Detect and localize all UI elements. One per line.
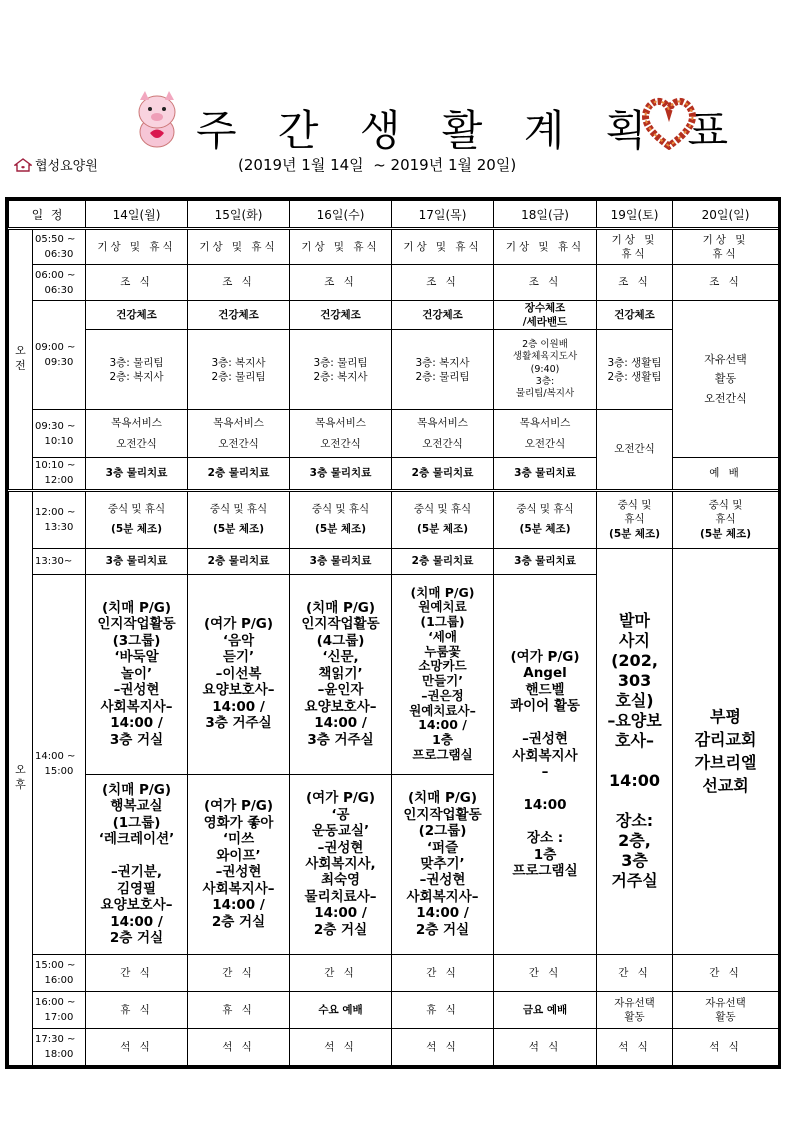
cell-pt: 3층 물리치료 (86, 458, 188, 490)
cell-wake: 기상 및 휴식 (597, 229, 673, 265)
lunch-label: 중식 및 휴식 (413, 502, 472, 515)
cell-exercise: 건강체조 (597, 301, 673, 330)
cell-program: (여가 P/G) ‘공 운동교실’ –권성현 사회복지사, 최숙영 물리치료사– 14:00 / 2층 거실 (290, 774, 392, 954)
lunch-sub: (5분 체조) (700, 527, 752, 540)
cell-rest: 금요 예배 (494, 991, 597, 1028)
cell-dinner: 석 식 (392, 1028, 494, 1065)
row-rest (9, 991, 779, 1028)
cell-rest: 휴 식 (392, 991, 494, 1028)
schedule-period: (2019년 1월 14일 ~ 2019년 1월 20일) (238, 156, 517, 174)
cell-breakfast: 조 식 (290, 265, 392, 301)
cell-dinner: 석 식 (290, 1028, 392, 1065)
cell-program: (여가 P/G) ‘음악 듣기’ –이선복 요양보호사– 14:00 / 3층 거주실 (188, 574, 290, 774)
cell-snack: 간 식 (290, 954, 392, 991)
cell-program: (치매 P/G) 인지작업활동 (2그룹) ‘퍼즐 맞추기’ –권성현 사회복지사– 14:00 / 2층 거실 (392, 774, 494, 954)
cell-wake: 기상 및 휴식 (290, 229, 392, 265)
cell-snack: 간 식 (494, 954, 597, 991)
cell-breakfast: 조 식 (86, 265, 188, 301)
cell-pt: 2층 물리치료 (188, 458, 290, 490)
time-cell: 06:00 ~ 06:30 (33, 265, 86, 301)
cell-wake: 기상 및 휴식 (392, 229, 494, 265)
cell-snack: 간 식 (86, 954, 188, 991)
lunch-label: 중식 및 휴식 (617, 499, 652, 526)
lunch-label: 중식 및 휴식 (311, 502, 370, 515)
cell-pt: 2층 물리치료 (392, 458, 494, 490)
row-dinner (9, 1028, 779, 1065)
lunch-label: 중식 및 휴식 (209, 502, 268, 515)
pm-label: 오 후 (9, 490, 33, 1066)
row-lunch (9, 490, 779, 548)
header-day: 20일(일) (673, 201, 779, 229)
header-day: 14일(월) (86, 201, 188, 229)
cell-sat-program: 발마 사지 (202, 303 호실) –요양보 호사– 14:00 장소: 2층, 3층 거주실 (597, 548, 673, 954)
row-snack-pm (9, 954, 779, 991)
header-day: 19일(토) (597, 201, 673, 229)
cell-sun-am: 자유선택 활동 오전간식 (673, 301, 779, 458)
row-breakfast (9, 265, 779, 301)
cell-therapy: 3층: 물리팀 2층: 복지사 (86, 330, 188, 410)
cell-sat-snack: 오전간식 (597, 410, 673, 490)
cell-pt: 3층 물리치료 (494, 548, 597, 574)
cell-breakfast: 조 식 (392, 265, 494, 301)
time-cell: 15:00 ~ 16:00 (33, 954, 86, 991)
cell-therapy: 3층: 복지사 2층: 물리팀 (188, 330, 290, 410)
time-cell: 09:30 ~ 10:10 (33, 410, 86, 458)
cell-pt: 2층 물리치료 (188, 548, 290, 574)
row-bath (9, 410, 779, 458)
row-wake (9, 229, 779, 265)
header-day: 16일(수) (290, 201, 392, 229)
cell-lunch (597, 490, 673, 548)
time-cell: 12:00 ~ 13:30 (33, 490, 86, 548)
row-exercise (9, 301, 779, 330)
lunch-sub: (5분 체조) (111, 522, 163, 535)
header-day: 17일(목) (392, 201, 494, 229)
org-name (14, 155, 98, 174)
snack-label: 오전간식 (422, 437, 463, 450)
time-cell: 14:00 ~ 15:00 (33, 574, 86, 954)
lunch-sub: (5분 체조) (315, 522, 367, 535)
cell-exercise: 건강체조 (392, 301, 494, 330)
cell-therapy: 3층: 물리팀 2층: 복지사 (290, 330, 392, 410)
time-cell: 05:50 ~ 06:30 (33, 229, 86, 265)
header-day: 15일(화) (188, 201, 290, 229)
cell-program: (치매 P/G) 인지작업활동 (4그룹) ‘신문, 책읽기’ –윤인자 요양보호사– 14:00 / 3층 거주실 (290, 574, 392, 774)
time-cell: 17:30 ~ 18:00 (33, 1028, 86, 1065)
cell-snack: 간 식 (188, 954, 290, 991)
cell-breakfast: 조 식 (673, 265, 779, 301)
cell-pt: 3층 물리치료 (290, 548, 392, 574)
cell-rest: 자유선택 활동 (597, 991, 673, 1028)
time-cell: 13:30~ (33, 548, 86, 574)
cell-program: (치매 P/G) 인지작업활동 (3그룹) ‘바둑알 놀이’ –권성현 사회복지사– 14:00 / 3층 거실 (86, 574, 188, 774)
time-cell: 10:10 ~ 12:00 (33, 458, 86, 490)
lunch-label: 중식 및 휴식 (107, 502, 166, 515)
lunch-sub: (5분 체조) (213, 522, 265, 535)
cell-pt: 3층 물리치료 (290, 458, 392, 490)
pig-mascot-icon (128, 88, 186, 150)
cell-dinner: 석 식 (597, 1028, 673, 1065)
cell-bath (392, 410, 494, 458)
home-icon (14, 158, 32, 172)
bath-label: 목욕서비스 (519, 416, 571, 429)
cell-snack: 간 식 (673, 954, 779, 991)
cell-wake: 기상 및 휴식 (494, 229, 597, 265)
cell-lunch (188, 490, 290, 548)
cell-exercise: 건강체조 (86, 301, 188, 330)
snack-label: 오전간식 (116, 437, 157, 450)
cell-snack: 간 식 (597, 954, 673, 991)
cell-program: (치매 P/G) 행복교실 (1그룹) ‘레크레이션’ –권기분, 김영필 요양보호사– 14:00 / 2층 거실 (86, 774, 188, 954)
lunch-sub: (5분 체조) (609, 527, 661, 540)
cell-therapy: 3층: 생활팀 2층: 생활팀 (597, 330, 673, 410)
lunch-sub: (5분 체조) (417, 522, 469, 535)
cell-lunch (86, 490, 188, 548)
cell-program: (여가 P/G) 영화가 좋아 ‘미쓰 와이프’ –권성현 사회복지사– 14:00 / 2층 거실 (188, 774, 290, 954)
cell-program: (치매 P/G) 원예치료 (1그룹) ‘세애 누룸꽃 소망카드 만들기’ –권은정 원예치료사– 14:00 / 1층 프로그램실 (392, 574, 494, 774)
cell-exercise: 장수체조 /세라밴드 (494, 301, 597, 330)
cell-lunch (290, 490, 392, 548)
cell-rest: 휴 식 (86, 991, 188, 1028)
header-row (9, 201, 779, 229)
cell-fri-program: (여가 P/G) Angel 핸드벨 콰이어 활동 –권성현 사회복지사 – 14:00 장소 : 1층 프로그램실 (494, 574, 597, 954)
cell-dinner: 석 식 (673, 1028, 779, 1065)
cell-bath (494, 410, 597, 458)
cell-dinner: 석 식 (86, 1028, 188, 1065)
cell-worship: 예 배 (673, 458, 779, 490)
lunch-label: 중식 및 휴식 (708, 499, 743, 526)
cell-wake: 기상 및 휴식 (86, 229, 188, 265)
cell-lunch (392, 490, 494, 548)
cell-wake: 기상 및 휴식 (188, 229, 290, 265)
lunch-sub: (5분 체조) (519, 522, 571, 535)
cell-therapy: 3층: 복지사 2층: 물리팀 (392, 330, 494, 410)
cell-bath (290, 410, 392, 458)
cell-pt: 3층 물리치료 (86, 548, 188, 574)
am-label: 오 전 (9, 229, 33, 490)
cell-pt: 3층 물리치료 (494, 458, 597, 490)
snack-label: 오전간식 (218, 437, 259, 450)
cell-rest: 휴 식 (188, 991, 290, 1028)
org-label: 협성요양원 (35, 159, 98, 174)
cell-breakfast: 조 식 (597, 265, 673, 301)
cell-sun-program: 부평 감리교회 가브리엘 선교회 (673, 548, 779, 954)
cell-breakfast: 조 식 (494, 265, 597, 301)
row-therapy-am (9, 330, 779, 410)
cell-rest: 수요 예배 (290, 991, 392, 1028)
heart-wreath-icon (640, 94, 698, 150)
cell-bath (188, 410, 290, 458)
header-schedule: 일 정 (9, 201, 86, 229)
cell-bath (86, 410, 188, 458)
bath-label: 목욕서비스 (315, 416, 366, 429)
cell-exercise: 건강체조 (290, 301, 392, 330)
header-day: 18일(금) (494, 201, 597, 229)
cell-snack: 간 식 (392, 954, 494, 991)
cell-pt: 2층 물리치료 (392, 548, 494, 574)
cell-therapy: 2층 이원배 생활체육지도사 (9:40) 3층: 물리팀/복지사 (494, 330, 597, 410)
cell-lunch (494, 490, 597, 548)
snack-label: 오전간식 (320, 437, 361, 450)
lunch-label: 중식 및 휴식 (516, 502, 574, 515)
cell-lunch (673, 490, 779, 548)
time-cell: 09:00 ~ 09:30 (33, 301, 86, 410)
cell-breakfast: 조 식 (188, 265, 290, 301)
cell-rest: 자유선택 활동 (673, 991, 779, 1028)
cell-exercise: 건강체조 (188, 301, 290, 330)
bath-label: 목욕서비스 (417, 416, 468, 429)
page-title: 주 간 생 활 계 획 표 (196, 106, 743, 155)
cell-dinner: 석 식 (494, 1028, 597, 1065)
cell-wake: 기상 및 휴식 (673, 229, 779, 265)
schedule-table (5, 197, 781, 1069)
bath-label: 목욕서비스 (111, 416, 162, 429)
snack-label: 오전간식 (524, 437, 566, 450)
cell-dinner: 석 식 (188, 1028, 290, 1065)
bath-label: 목욕서비스 (213, 416, 264, 429)
time-cell: 16:00 ~ 17:00 (33, 991, 86, 1028)
row-pt-pm (9, 548, 779, 574)
